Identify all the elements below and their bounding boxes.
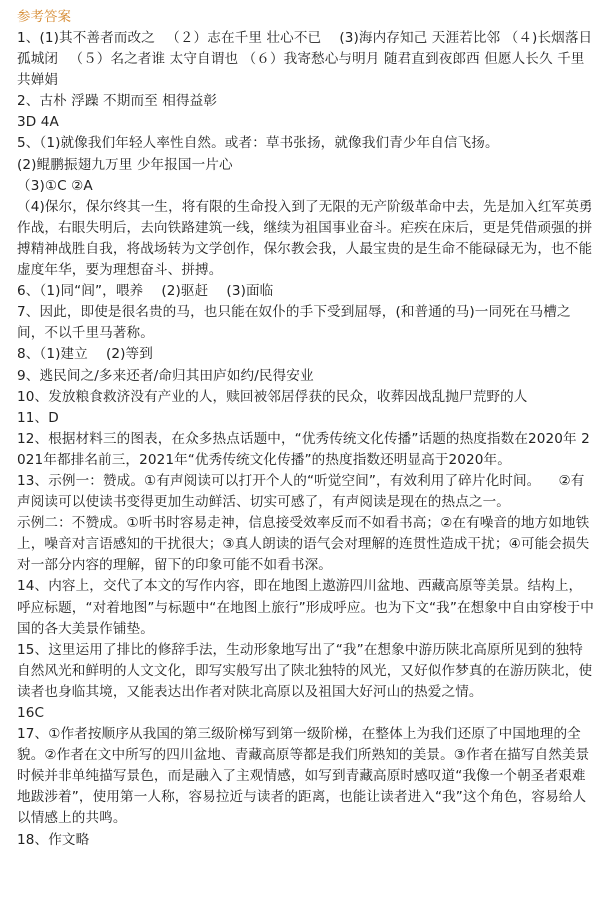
answer-18: 18、作文略 [17, 831, 90, 848]
answer-list [17, 28, 595, 851]
answer-5-2: (2)鲲鹏振翅九万里 少年报国一片心 [17, 156, 233, 173]
answer-6: 6、（1)同“闾”，喂养 (2)驱赶 (3)面临 [17, 283, 274, 300]
answer-17: 17、①作者按顺序从我国的第三级阶梯写到第一级阶梯，在整体上为我们还原了中国地理的全貌。②作者在文中所写的四川盆地、青藏高原等都是我们所熟知的美景。③作者在描写自然美景时候并非单纯描写景色，而是融入了主观情感，如写到青藏高原时感叹道“我像一个朝圣者艰难地跋涉着”，使用第一人称，容易拉近与读者的距离，也能让读者进入“我”这个角色，容易给人以情感上的共鸣。 [17, 726, 590, 827]
answer-8: 8、（1)建立 (2)等到 [17, 346, 153, 363]
doc-title: 参考答案 [17, 9, 71, 25]
answer-16: 16C [17, 705, 45, 721]
answer-13-example-2: 示例二：不赞成。①听书时容易走神，信息接受效率反而不如看书高；②在有噪音的地方如地铁上，噪音对言语感知的干扰很大；③真人朗读的语气会对理解的连贯性造成干扰；④可能会损失对一部分内容的理解，留下的印象可能不如看书深。 [17, 515, 590, 574]
answer-5-3: （3)①C ②A [17, 177, 93, 194]
answer-7: 7、因此，即使是很名贵的马，也只能在奴仆的手下受到屈辱，(和普通的马)一同死在马槽之间，不以千里马著称。 [17, 304, 571, 342]
answer-1: 1、(1)其不善者而改之 （２）志在千里 壮心不已 (3)海内存知己 天涯若比邻 （４)长烟落日孤城闭 （５）名之者谁 太守自谓也 （６）我寄愁心与明月 随君直到夜郎西 但愿人长久 千里共婵娟 [17, 30, 593, 89]
answer-2: 2、古朴 浮躁 不期而至 相得益彰 [17, 93, 218, 110]
answer-3-4: 3D 4A [17, 114, 59, 131]
answer-13-example-1: 13、示例一：赞成。①有声阅读可以打开个人的“听觉空间”，有效利用了碎片化时间。 ②有声阅读可以使读书变得更加生动鲜活、切实可感了，有声阅读是现在的热点之一。 [17, 472, 585, 511]
answer-9: 9、逃民间之/多来还者/命归其田庐如约/民得安业 [17, 367, 314, 384]
answer-11: 11、D [17, 409, 59, 426]
answer-5-4: （4)保尔，保尔终其一生，将有限的生命投入到了无限的无产阶级革命中去，先是加入红军英勇作战，右眼失明后，去向铁路建筑一线，继续为祖国事业奋斗。疟疾在床后，更是凭借顽强的拼搏精神战胜自我，将战场转为文学创作，保尔教会我，人最宝贵的是生命不能碌碌无为，也不能虚度年华，要为理想奋斗、拼搏。 [17, 198, 593, 279]
answer-15: 15、这里运用了排比的修辞手法，生动形象地写出了“我”在想象中游历陕北高原所见到的独特自然风光和鲜明的人文文化，即写实般写出了陕北独特的风光，又好似作梦真的在游历陕北，使读者也身临其境，又能表达出作者对陕北高原以及祖国大好河山的热爱之情。 [17, 641, 593, 700]
answer-10: 10、发放粮食救济没有产业的人，赎回被邻居俘获的民众，收葬因战乱抛尸荒野的人 [17, 388, 528, 405]
answer-14: 14、内容上，交代了本文的写作内容，即在地图上遨游四川盆地、西藏高原等美景。结构上，呼应标题，“对着地图”与标题中“在地图上旅行”形成呼应。也为下文“我”在想象中自由穿梭于中国的各大美景作铺垫。 [17, 578, 594, 637]
answer-12: 12、根据材料三的图表，在众多热点话题中，“优秀传统文化传播”话题的热度指数在2020年 2021年都排名前三，2021年“优秀传统文化传播”的热度指数还明显高于2020年。 [17, 430, 590, 468]
answer-5-1: 5、（1)就像我们年轻人率性自然。或者：草书张扬，就像我们青少年自信飞扬。 [17, 135, 499, 152]
